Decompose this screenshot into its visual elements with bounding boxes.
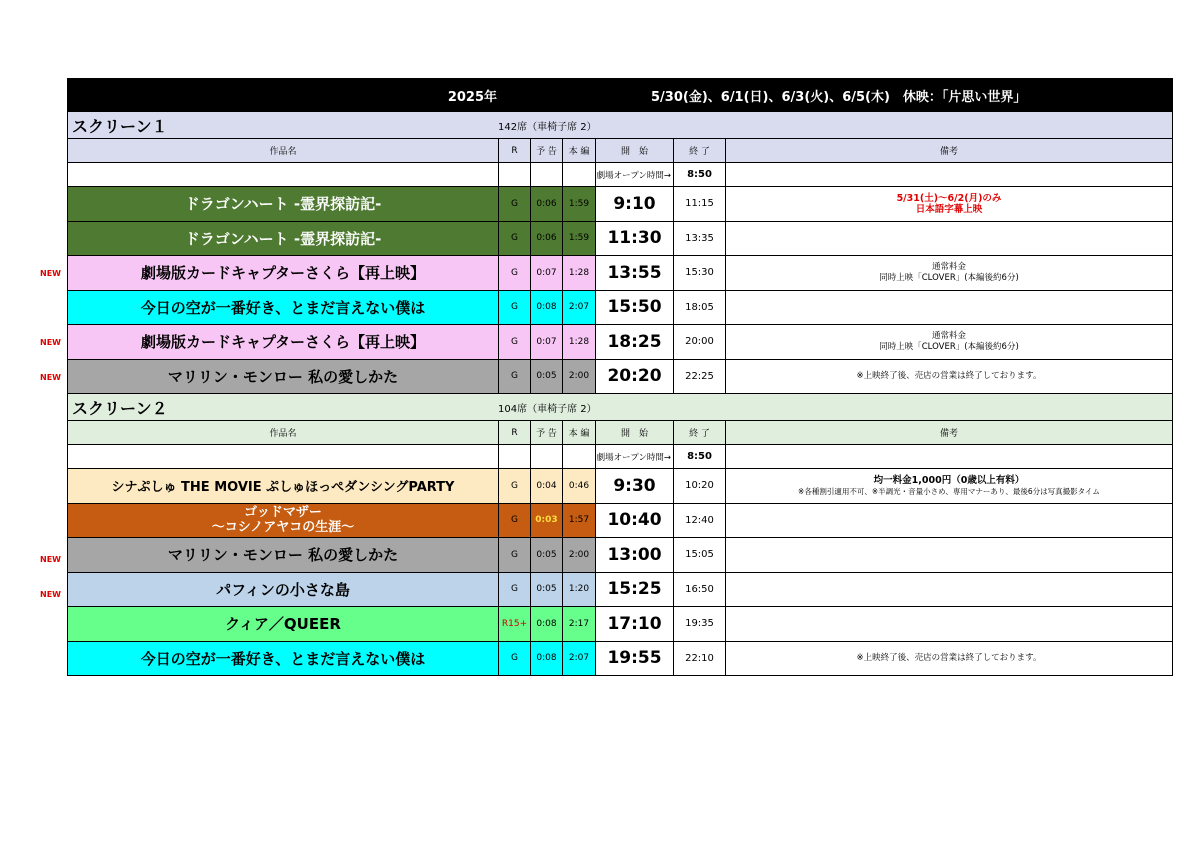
open-time-label: 劇場オープン時間→	[596, 163, 674, 187]
film-title: ドラゴンハート -霊界探訪記-	[68, 187, 499, 222]
screen2-bar	[67, 394, 1173, 420]
film-note-line2: 日本語字幕上映	[915, 203, 983, 215]
film-preview-time: 0:06	[531, 187, 563, 222]
film-note	[726, 469, 1173, 504]
film-preview-time: 0:07	[531, 325, 563, 360]
film-preview-time: 0:08	[531, 641, 563, 676]
film-end: 10:20	[674, 469, 726, 504]
open-time-row	[68, 445, 1173, 469]
film-rating: G	[499, 572, 531, 607]
film-end: 22:10	[674, 641, 726, 676]
column-header-row	[68, 421, 1173, 445]
col-notes-header: 備考	[726, 421, 1173, 445]
col-start-header: 開 始	[596, 139, 674, 163]
film-note: ※上映終了後、売店の営業は終了しております。	[726, 641, 1173, 676]
film-rating: G	[499, 538, 531, 573]
film-main-time: 1:28	[563, 325, 596, 360]
film-note	[726, 290, 1173, 325]
film-rating: G	[499, 359, 531, 394]
film-rating: G	[499, 503, 531, 538]
film-note	[726, 538, 1173, 573]
col-rating-header: R	[499, 421, 531, 445]
film-note-line2: ※各種割引適用不可、※半調光・音量小さめ、専用マナーあり、最後6分は写真撮影タイム	[798, 486, 1100, 496]
schedule-sheet	[67, 78, 1173, 676]
film-preview-time: 0:08	[531, 607, 563, 642]
film-end: 20:00	[674, 325, 726, 360]
film-start: 13:55	[596, 256, 674, 291]
screen2-table	[67, 420, 1173, 676]
film-title: マリリン・モンロー 私の愛しかた	[68, 538, 499, 573]
film-title: シナぷしゅ THE MOVIE ぷしゅほっぺダンシングPARTY	[68, 469, 499, 504]
film-end: 15:30	[674, 256, 726, 291]
film-note-line2: 同時上映「CLOVER」(本編後約6分)	[879, 272, 1019, 283]
col-preview-header: 予 告	[531, 421, 563, 445]
table-row	[68, 641, 1173, 676]
film-title: 今日の空が一番好き、とまだ言えない僕は	[68, 641, 499, 676]
col-main-header: 本 編	[563, 421, 596, 445]
screen1-table	[67, 138, 1173, 394]
film-main-time: 1:59	[563, 187, 596, 222]
film-rating: R15+	[499, 607, 531, 642]
film-preview-time: 0:05	[531, 538, 563, 573]
film-main-time: 2:17	[563, 607, 596, 642]
film-rating: G	[499, 221, 531, 256]
film-title-line2: ～コシノアヤコの生涯～	[211, 520, 355, 536]
film-main-time: 1:57	[563, 503, 596, 538]
film-start: 18:25	[596, 325, 674, 360]
film-main-time: 2:07	[563, 641, 596, 676]
film-start: 20:20	[596, 359, 674, 394]
film-note	[726, 256, 1173, 291]
schedule-header	[67, 78, 1173, 112]
film-end: 18:05	[674, 290, 726, 325]
film-rating: G	[499, 187, 531, 222]
table-row	[68, 572, 1173, 607]
film-end: 19:35	[674, 607, 726, 642]
film-note-line1: 通常料金	[931, 330, 966, 341]
table-row	[68, 538, 1173, 573]
screen1-name: スクリーン１	[72, 116, 168, 136]
table-row	[68, 325, 1173, 360]
film-preview-time: 0:06	[531, 221, 563, 256]
film-end: 15:05	[674, 538, 726, 573]
col-start-header: 開 始	[596, 421, 674, 445]
open-time-value: 8:50	[674, 445, 726, 469]
film-main-time: 2:00	[563, 538, 596, 573]
film-title: パフィンの小さな島	[68, 572, 499, 607]
table-row	[68, 503, 1173, 538]
film-start: 13:00	[596, 538, 674, 573]
film-start: 11:30	[596, 221, 674, 256]
screen2-name: スクリーン２	[72, 398, 168, 418]
film-end: 16:50	[674, 572, 726, 607]
col-rating-header: R	[499, 139, 531, 163]
film-rating: G	[499, 256, 531, 291]
col-preview-header: 予 告	[531, 139, 563, 163]
table-row	[68, 256, 1173, 291]
table-row	[68, 187, 1173, 222]
year-label: 2025年	[447, 89, 497, 105]
closure-notice: 5/30(金)、6/1(日)、6/3(火)、6/5(木) 休映：「片思い世界」	[651, 89, 1027, 105]
screen1-seats: 142席（車椅子席 2）	[498, 121, 597, 133]
film-start: 19:55	[596, 641, 674, 676]
film-end: 22:25	[674, 359, 726, 394]
film-rating: G	[499, 290, 531, 325]
film-note-line1: 均一料金1,000円（0歳以上有料）	[873, 474, 1025, 486]
film-preview-time: 0:05	[531, 359, 563, 394]
col-title-header: 作品名	[68, 421, 499, 445]
film-end: 12:40	[674, 503, 726, 538]
film-note	[726, 572, 1173, 607]
film-end: 13:35	[674, 221, 726, 256]
film-main-time: 2:00	[563, 359, 596, 394]
new-badge: NEW	[40, 590, 61, 599]
film-rating: G	[499, 641, 531, 676]
film-title-line1: ゴッドマザー	[244, 505, 322, 521]
new-badge: NEW	[40, 269, 61, 278]
film-start: 9:30	[596, 469, 674, 504]
film-note	[726, 607, 1173, 642]
open-time-row	[68, 163, 1173, 187]
col-main-header: 本 編	[563, 139, 596, 163]
screen1-bar	[67, 112, 1173, 138]
new-badge: NEW	[40, 555, 61, 564]
film-start: 15:50	[596, 290, 674, 325]
col-notes-header: 備考	[726, 139, 1173, 163]
film-note	[726, 187, 1173, 222]
table-row	[68, 469, 1173, 504]
film-note-line2: 同時上映「CLOVER」(本編後約6分)	[879, 341, 1019, 352]
film-note	[726, 221, 1173, 256]
film-title: 劇場版カードキャプターさくら【再上映】	[68, 256, 499, 291]
film-rating: G	[499, 325, 531, 360]
film-preview-time: 0:03	[531, 503, 563, 538]
new-badge: NEW	[40, 338, 61, 347]
table-row	[68, 359, 1173, 394]
table-row	[68, 290, 1173, 325]
film-main-time: 2:07	[563, 290, 596, 325]
table-row	[68, 221, 1173, 256]
table-row	[68, 607, 1173, 642]
film-end: 11:15	[674, 187, 726, 222]
film-title: マリリン・モンロー 私の愛しかた	[68, 359, 499, 394]
film-note-line1: 5/31(土)～6/2(月)のみ	[896, 192, 1002, 204]
col-end-header: 終 了	[674, 139, 726, 163]
film-note: ※上映終了後、売店の営業は終了しております。	[726, 359, 1173, 394]
film-main-time: 1:59	[563, 221, 596, 256]
new-badge: NEW	[40, 373, 61, 382]
film-start: 10:40	[596, 503, 674, 538]
film-title	[68, 503, 499, 538]
col-end-header: 終 了	[674, 421, 726, 445]
film-start: 15:25	[596, 572, 674, 607]
film-main-time: 1:20	[563, 572, 596, 607]
column-header-row	[68, 139, 1173, 163]
film-title: 劇場版カードキャプターさくら【再上映】	[68, 325, 499, 360]
film-preview-time: 0:04	[531, 469, 563, 504]
open-time-value: 8:50	[674, 163, 726, 187]
film-main-time: 0:46	[563, 469, 596, 504]
film-start: 17:10	[596, 607, 674, 642]
film-title: 今日の空が一番好き、とまだ言えない僕は	[68, 290, 499, 325]
film-note	[726, 503, 1173, 538]
film-note	[726, 325, 1173, 360]
screen2-seats: 104席（車椅子席 2）	[498, 403, 597, 415]
film-note-line1: 通常料金	[931, 261, 966, 272]
film-start: 9:10	[596, 187, 674, 222]
film-title: クィア／QUEER	[68, 607, 499, 642]
film-rating: G	[499, 469, 531, 504]
film-preview-time: 0:08	[531, 290, 563, 325]
open-time-label: 劇場オープン時間→	[596, 445, 674, 469]
film-title: ドラゴンハート -霊界探訪記-	[68, 221, 499, 256]
film-preview-time: 0:05	[531, 572, 563, 607]
film-main-time: 1:28	[563, 256, 596, 291]
film-preview-time: 0:07	[531, 256, 563, 291]
col-title-header: 作品名	[68, 139, 499, 163]
